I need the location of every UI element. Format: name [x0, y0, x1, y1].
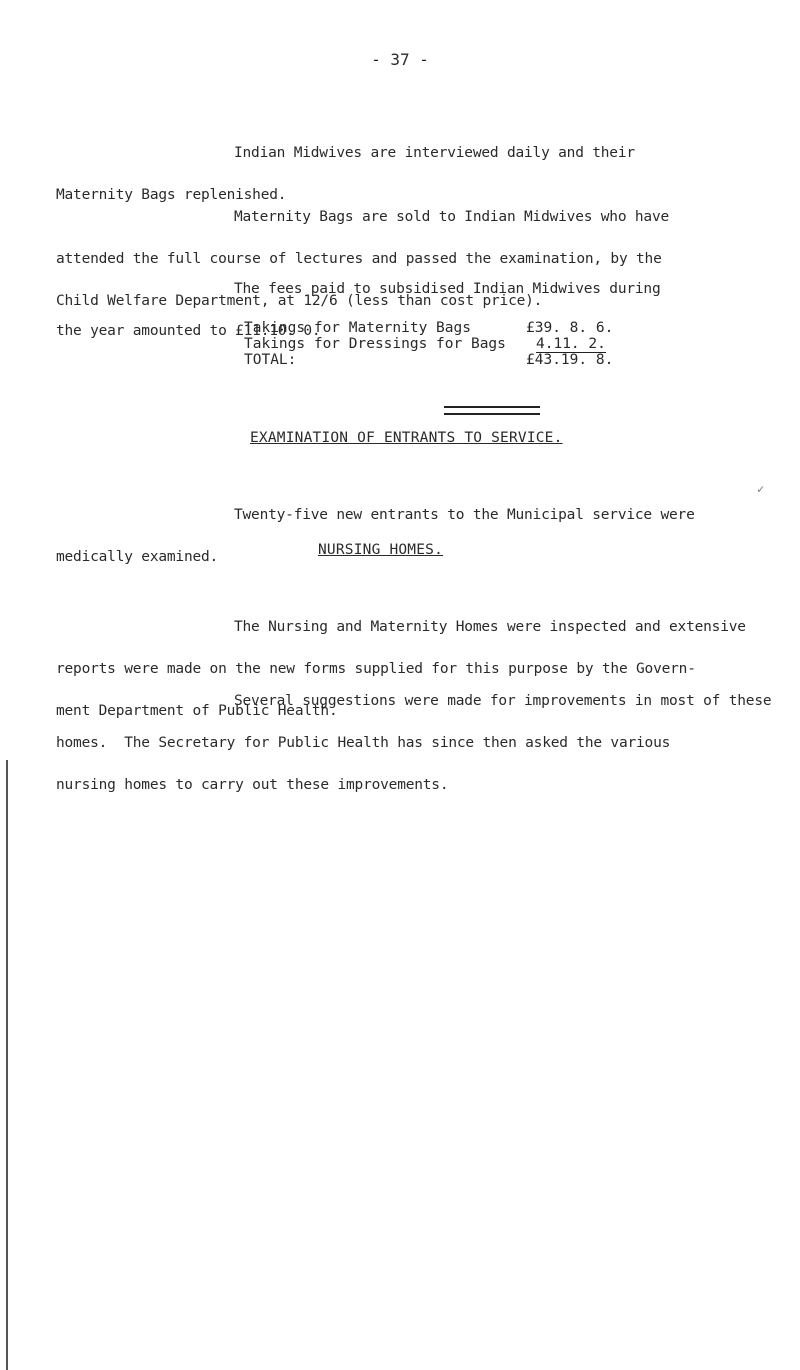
text-line: Indian Midwives are interviewed daily and their — [234, 145, 635, 161]
double-rule-divider — [444, 406, 540, 415]
text-line: Maternity Bags are sold to Indian Midwives who have — [234, 209, 670, 225]
paragraph-entrants-examined — [56, 480, 776, 592]
table-row — [244, 336, 613, 352]
text-line: ment Department of Public Health. — [56, 703, 338, 719]
text-line: The Nursing and Maternity Homes were inspected and extensive — [234, 619, 746, 635]
text-line: Several suggestions were made for improvements in most of these — [234, 693, 772, 709]
takings-label: Takings for Maternity Bags — [244, 320, 471, 336]
heading-nursing-homes: NURSING HOMES. — [318, 542, 444, 558]
text-line: Child Welfare Department, at 12/6 (less than cost price). — [56, 293, 543, 309]
total-row — [244, 352, 613, 368]
binding-margin-line — [6, 760, 8, 1370]
total-amount: £43.19. 8. — [526, 352, 614, 368]
text-line: the year amounted to £11.10. 0. — [56, 323, 321, 339]
heading-examination: EXAMINATION OF ENTRANTS TO SERVICE. — [250, 430, 563, 446]
takings-amount: £39. 8. 6. — [526, 320, 614, 336]
total-label: TOTAL: — [244, 352, 297, 368]
table-row — [244, 320, 613, 336]
text-line: Maternity Bags replenished. — [56, 187, 287, 203]
paragraph-suggestions — [56, 666, 776, 820]
takings-amount: 4.11. 2. — [536, 336, 606, 352]
text-line: homes. The Secretary for Public Health has since then asked the various — [56, 735, 671, 751]
text-line: reports were made on the new forms supplied for this purpose by the Govern- — [56, 661, 696, 677]
takings-table — [244, 320, 613, 368]
check-mark-icon: ✓ — [757, 482, 765, 496]
takings-label: Takings for Dressings for Bags — [244, 336, 506, 352]
text-line: The fees paid to subsidised Indian Midwives during — [234, 281, 661, 297]
text-line: Twenty-five new entrants to the Municipal service were — [234, 507, 695, 523]
text-line: nursing homes to carry out these improvements. — [56, 777, 449, 793]
text-line: attended the full course of lectures and passed the examination, by the — [56, 251, 662, 267]
text-line: medically examined. — [56, 549, 219, 565]
page-number: - 37 - — [371, 50, 429, 69]
